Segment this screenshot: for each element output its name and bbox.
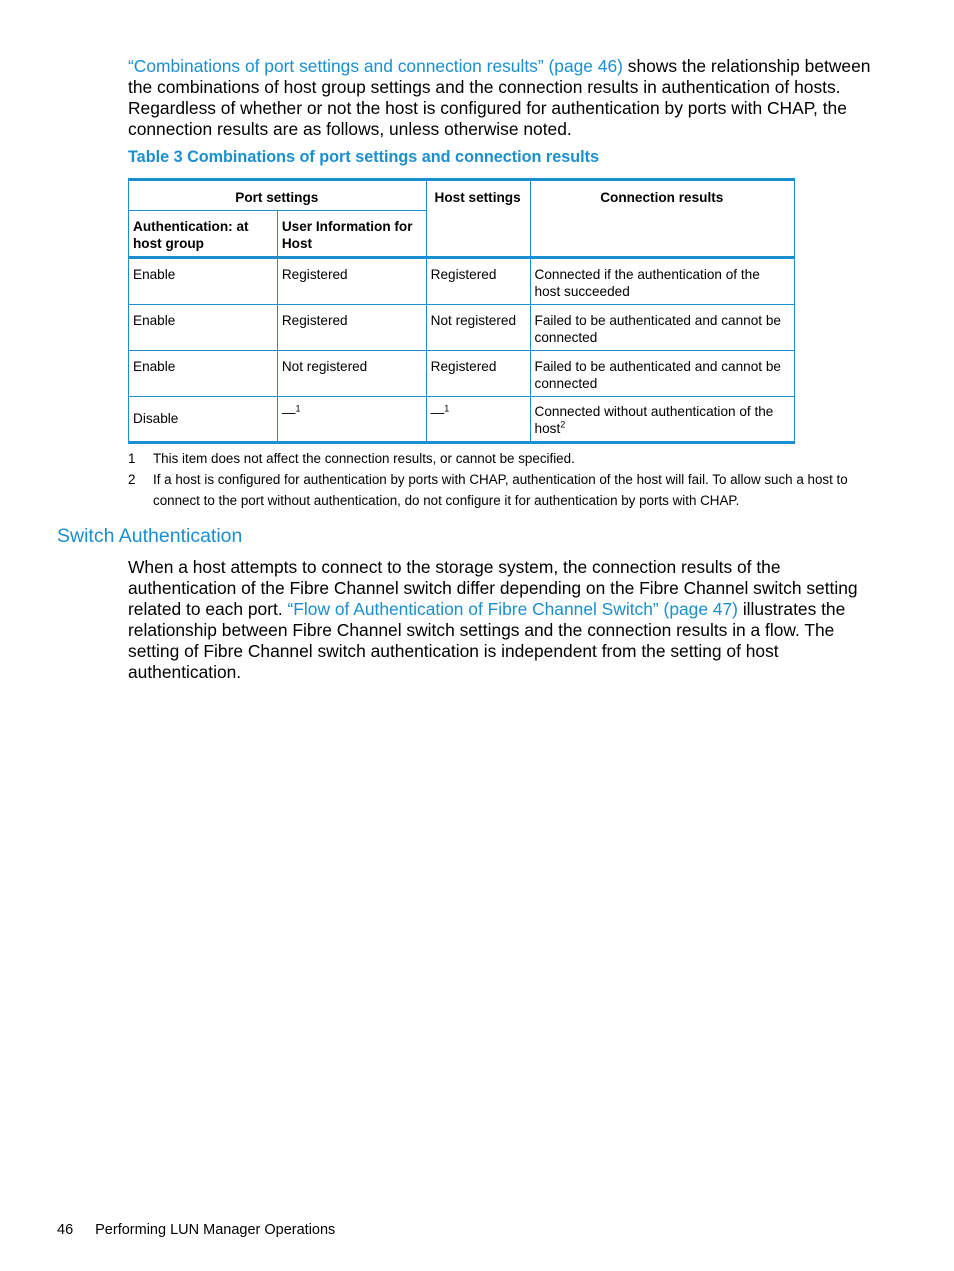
cell-host: Registered [426, 351, 530, 397]
footnote-text: This item does not affect the connection results, or cannot be specified. [153, 451, 575, 466]
cell-user-info-text: — [281, 405, 296, 420]
cell-result: Failed to be authenticated and cannot be connected [530, 305, 794, 351]
table-row [129, 258, 795, 305]
switch-text-after: illustrates the relationship between Fibre Channel switch settings and the connection results in a flow. The setting of Fibre Channel switch authentication is independent from the setting of host authentication. [128, 599, 846, 682]
table-footnotes [128, 448, 868, 511]
cell-user-info: Not registered [277, 351, 426, 397]
header-port-settings: Port settings [129, 180, 427, 211]
section-heading: Switch Authentication [57, 525, 243, 547]
table-caption: Table 3 Combinations of port settings and connection results [128, 148, 599, 166]
table-row [129, 397, 795, 443]
header-auth-host-group: Authentication: at host group [129, 211, 278, 258]
cell-auth: Disable [129, 397, 278, 443]
table-reference-link[interactable]: “Combinations of port settings and connection results” (page 46) [128, 56, 623, 76]
header-user-info-host: User Information for Host [277, 211, 426, 258]
cell-auth: Enable [129, 351, 278, 397]
table-row [129, 305, 795, 351]
footnote-item [128, 448, 868, 469]
connection-results-table [128, 178, 795, 444]
cell-result-text: Connected without authentication of the host [534, 404, 774, 436]
footnote-number: 1 [128, 451, 136, 466]
cell-host: Registered [426, 258, 530, 305]
cell-host-text: — [430, 405, 445, 420]
footnote-text: If a host is configured for authentication by ports with CHAP, authentication of the host will fail. To allow such a host to connect to the port without authentication, do not configure it for authentication by ports with CHAP. [153, 472, 848, 508]
switch-text-before: When a host attempts to connect to the storage system, the connection results of the authentication of the Fibre Channel switch differ depending on the Fibre Channel switch setting related to each port. [128, 557, 858, 619]
cell-host [426, 397, 530, 443]
cell-result: Failed to be authenticated and cannot be connected [530, 351, 794, 397]
footnote-ref[interactable]: 1 [444, 403, 450, 414]
chapter-title: Performing LUN Manager Operations [95, 1222, 336, 1238]
flow-reference-link[interactable]: “Flow of Authentication of Fibre Channel Switch” (page 47) [287, 599, 738, 619]
footnote-number: 2 [128, 472, 136, 487]
cell-auth: Enable [129, 258, 278, 305]
footnote-ref[interactable]: 2 [560, 419, 566, 430]
footnote-item [128, 469, 868, 511]
intro-text: shows the relationship between the combinations of host group settings and the connection results in authentication of hosts. Regardless of whether or not the host is configured for authentication by ports with CHAP, the connection results are as follows, unless otherwise noted. [128, 56, 871, 139]
cell-user-info: Registered [277, 258, 426, 305]
header-host-settings: Host settings [426, 180, 530, 258]
footnote-ref[interactable]: 1 [295, 403, 301, 414]
cell-user-info: Registered [277, 305, 426, 351]
header-connection-results: Connection results [530, 180, 794, 258]
page-number: 46 [57, 1222, 74, 1238]
table-row [129, 351, 795, 397]
cell-user-info [277, 397, 426, 443]
cell-result [530, 397, 794, 443]
switch-auth-paragraph [128, 557, 873, 683]
cell-auth: Enable [129, 305, 278, 351]
cell-result: Connected if the authentication of the host succeeded [530, 258, 794, 305]
intro-paragraph [128, 56, 873, 140]
page-footer [57, 1222, 335, 1238]
cell-host: Not registered [426, 305, 530, 351]
